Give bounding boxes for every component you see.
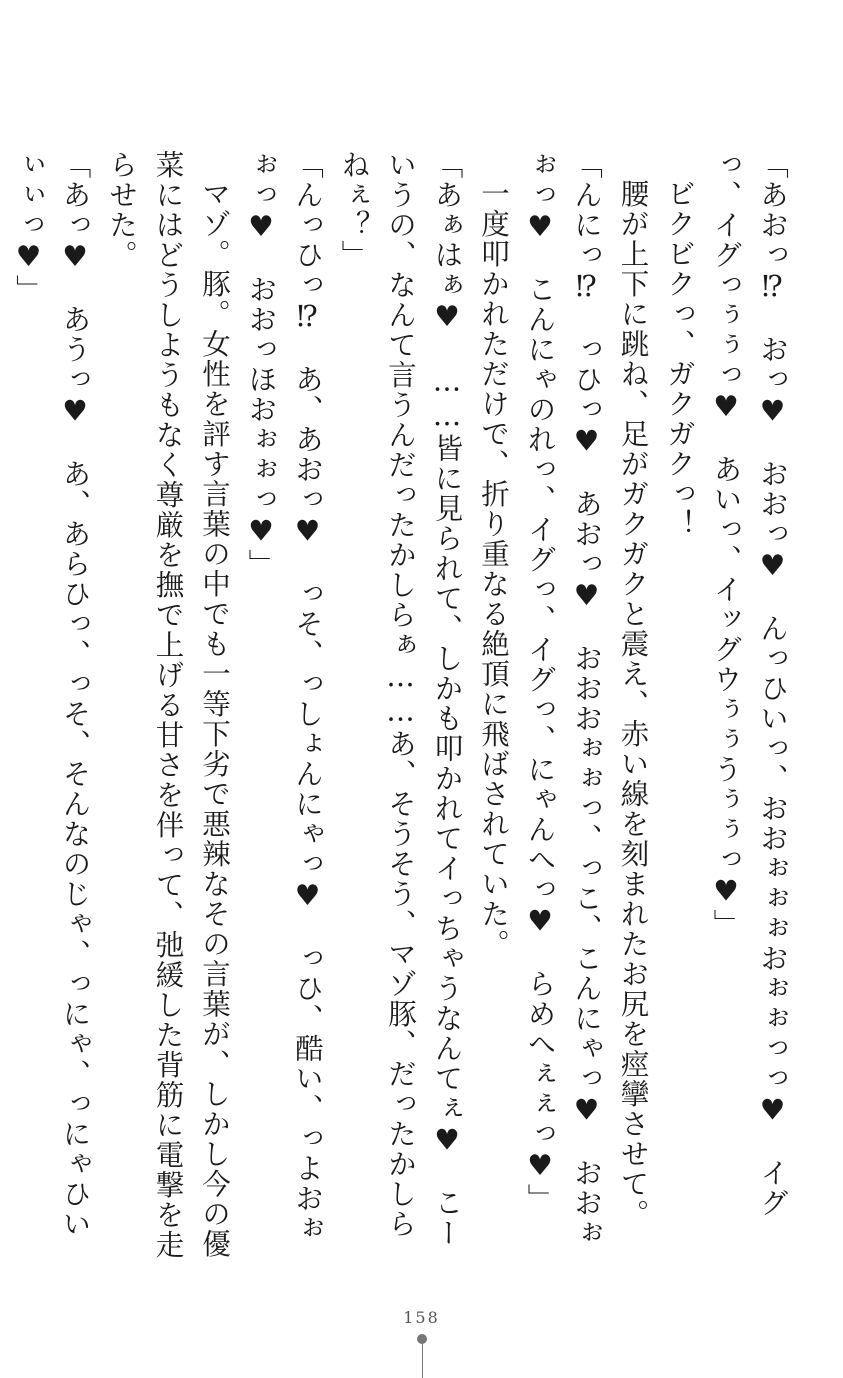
paragraph-5: 一度叩かれただけで、折り重なる絶頂に飛ばされていた。 — [477, 178, 510, 959]
paragraph-9: 「あっ♥ あうっ♥ あ、あらひっ、っそ、そんなのじゃ、っにゃ、っにゃひいぃぃっ♥」 — [12, 150, 92, 1239]
paragraph-4: 「んにっ⁉ っひっ♥ あおっ♥ おおおぉぉっ、っこ、こんにゃっ♥ おおぉぉっ♥ こんにゃのれっ、イグっ、イグっ、にゃんへっ♥ らめへぇぇっ♥」 — [523, 150, 603, 1248]
paragraph-10 — [0, 150, 5, 1260]
paragraph-6: 「あぁはぁ♥ ……皆に見られて、しかも叩かれてイっちゃうなんてぇ♥ こーいうの、なんて言うんだったかしらぁ……あ、そうそう、マゾ豚、だったかしらねぇ？」 — [337, 150, 464, 1248]
vertical-text-body — [12, 150, 795, 1260]
page-marker-line — [422, 1340, 423, 1378]
paragraph-7: 「んっひっ⁉ あ、あおっ♥ っそ、っしょんにゃっ♥ っひ、酷い、っよおぉぉっ♥ おおっほおぉぉっ♥」 — [244, 150, 324, 1244]
page-number: 158 — [403, 1308, 440, 1327]
paragraph-3: 腰が上下に跳ね、足がガクガクと震え、赤い線を刻まれたお尻を痙攣させて。 — [616, 178, 650, 1229]
paragraph-1: 「あおっ⁉ おっ♥ おおっ♥ んっひいっ、おおぉぉぉおぉぉっっ♥ イグっ、イグっぅぅっ♥ あいっ、イッグウぅぅうぅぅっ♥」 — [709, 150, 789, 1218]
paragraph-2: ビクビクっ、ガクガクっ！ — [663, 178, 696, 539]
paragraph-8: マゾ。豚。女性を評す言葉の中でも一等下劣で悪辣なその言葉が、しかし今の優菜にはどうしようもなく尊厳を撫で上げる甘さを伴って、弛緩した背筋に電撃を走らせた。 — [105, 150, 231, 1260]
